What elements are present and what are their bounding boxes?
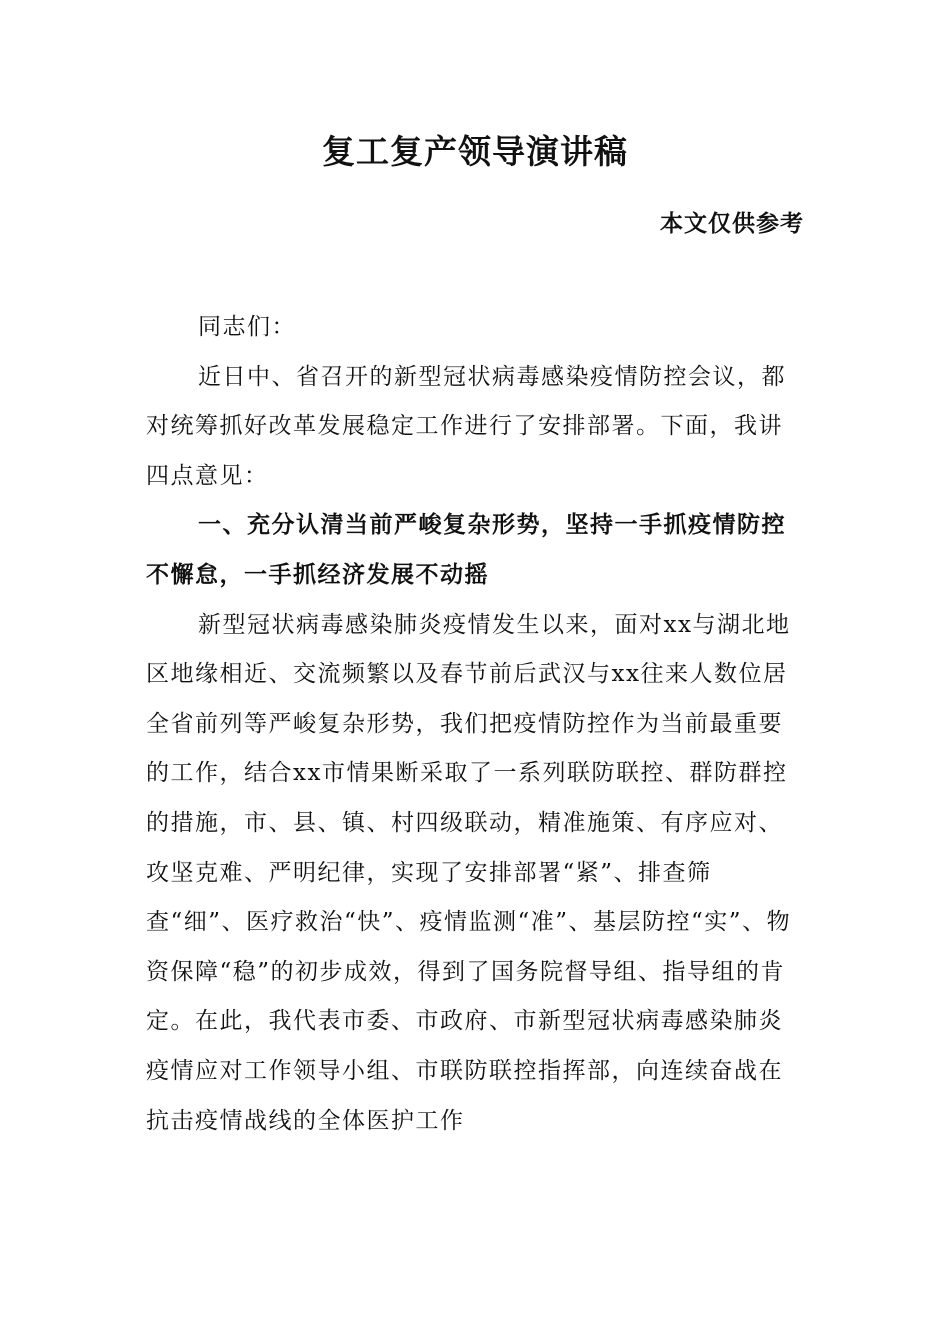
salutation: 同志们： (198, 314, 296, 340)
document-body (146, 303, 806, 1146)
document-title: 复工复产领导演讲稿 (322, 132, 628, 171)
intro-paragraph: 近日中、省召开的新型冠状病毒感染疫情防控会议，都对统筹抓好改革发展稳定工作进行了安排部署。下面，我讲四点意见： (146, 363, 786, 489)
section-paragraph: 新型冠状病毒感染肺炎疫情发生以来，面对xx与湖北地区地缘相近、交流频繁以及春节前后武汉与xx往来人数位居全省前列等严峻复杂形势，我们把疫情防控作为当前最重要的工作，结合xx市情果断采取了一系列联防联控、群防群控的措施，市、县、镇、村四级联动，精准施策、有序应对、攻坚克难、严明纪律，实现了安排部署“紧”、排查筛查“细”、医疗救治“快”、疫情监测“准”、基层防控“实”、物资保障“稳”的初步成效，得到了国务院督导组、指导组的肯定。在此，我代表市委、市政府、市新型冠状病毒感染肺炎疫情应对工作领导小组、市联防联控指挥部，向连续奋战在抗击疫情战线的全体医护工作 (146, 611, 792, 1134)
section-heading: 一、充分认清当前严峻复杂形势，坚持一手抓疫情防控不懈怠，一手抓经济发展不动摇 (146, 512, 786, 588)
reference-note: 本文仅供参考 (660, 210, 804, 237)
